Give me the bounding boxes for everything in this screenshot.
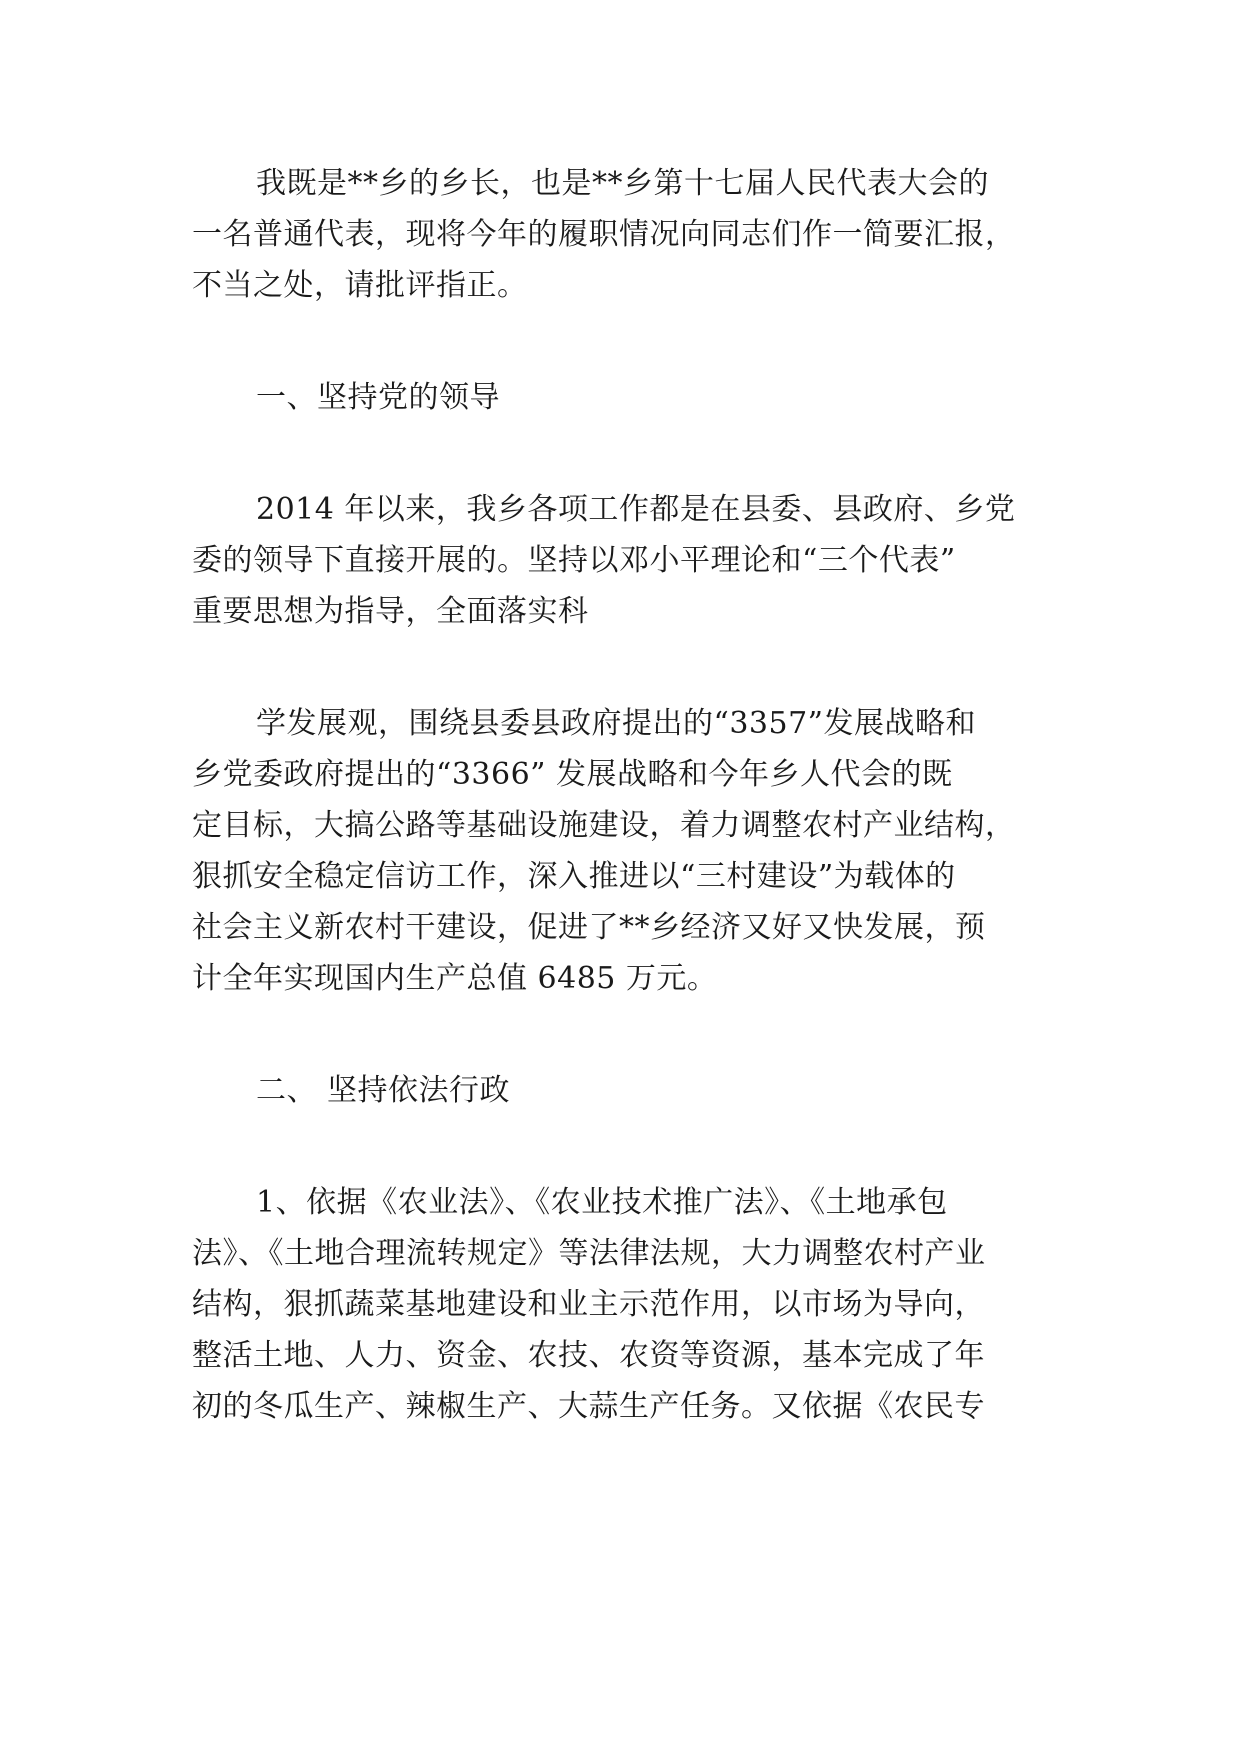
paragraph-gap xyxy=(192,423,1082,484)
para-2014-line-3: 重要思想为指导，全面落实科 xyxy=(192,594,589,629)
para-law-line-1: 1、依据《农业法》、《农业技术推广法》、《土地承包 xyxy=(256,1185,948,1220)
intro-line-3: 不当之处，请批评指正。 xyxy=(192,268,528,303)
paragraph-2014 xyxy=(192,484,1082,637)
para-2014-line-2: 委的领导下直接开展的。坚持以邓小平理论和“三个代表” xyxy=(192,543,956,578)
para-dev-line-1: 学发展观，围绕县委县政府提出的“3357”发展战略和 xyxy=(256,706,977,741)
para-2014-line-1: 2014 年以来，我乡各项工作都是在县委、县政府、乡党 xyxy=(256,492,1016,527)
para-law-line-4: 整活土地、人力、资金、农技、农资等资源，基本完成了年 xyxy=(192,1338,985,1373)
paragraph-gap xyxy=(192,1004,1082,1065)
para-dev-line-4: 狠抓安全稳定信访工作，深入推进以“三村建设”为载体的 xyxy=(192,859,956,894)
heading-1-text: 一、坚持党的领导 xyxy=(256,380,500,415)
section-heading-1 xyxy=(192,372,1082,423)
heading-2-text: 二、 坚持依法行政 xyxy=(256,1073,511,1108)
para-law-line-3: 结构，狠抓蔬菜基地建设和业主示范作用，以市场为导向， xyxy=(192,1287,985,1322)
paragraph-development xyxy=(192,698,1082,1004)
para-dev-line-6: 计全年实现国内生产总值 6485 万元。 xyxy=(192,961,718,996)
section-heading-2 xyxy=(192,1065,1082,1116)
para-law-line-2: 法》、《土地合理流转规定》等法律法规，大力调整农村产业 xyxy=(192,1236,986,1271)
document-page xyxy=(192,158,1082,1432)
paragraph-law xyxy=(192,1177,1082,1432)
para-dev-line-3: 定目标，大搞公路等基础设施建设，着力调整农村产业结构， xyxy=(192,808,1016,843)
intro-line-1: 我既是**乡的乡长，也是**乡第十七届人民代表大会的 xyxy=(256,166,989,201)
intro-paragraph xyxy=(192,158,1082,311)
intro-line-2: 一名普通代表，现将今年的履职情况向同志们作一简要汇报， xyxy=(192,217,1016,252)
para-dev-line-2: 乡党委政府提出的“3366” 发展战略和今年乡人代会的既 xyxy=(192,757,953,792)
paragraph-gap xyxy=(192,637,1082,698)
para-dev-line-5: 社会主义新农村干建设，促进了**乡经济又好又快发展，预 xyxy=(192,910,986,945)
paragraph-gap xyxy=(192,1116,1082,1177)
paragraph-gap xyxy=(192,311,1082,372)
para-law-line-5: 初的冬瓜生产、辣椒生产、大蒜生产任务。又依据《农民专 xyxy=(192,1389,985,1424)
